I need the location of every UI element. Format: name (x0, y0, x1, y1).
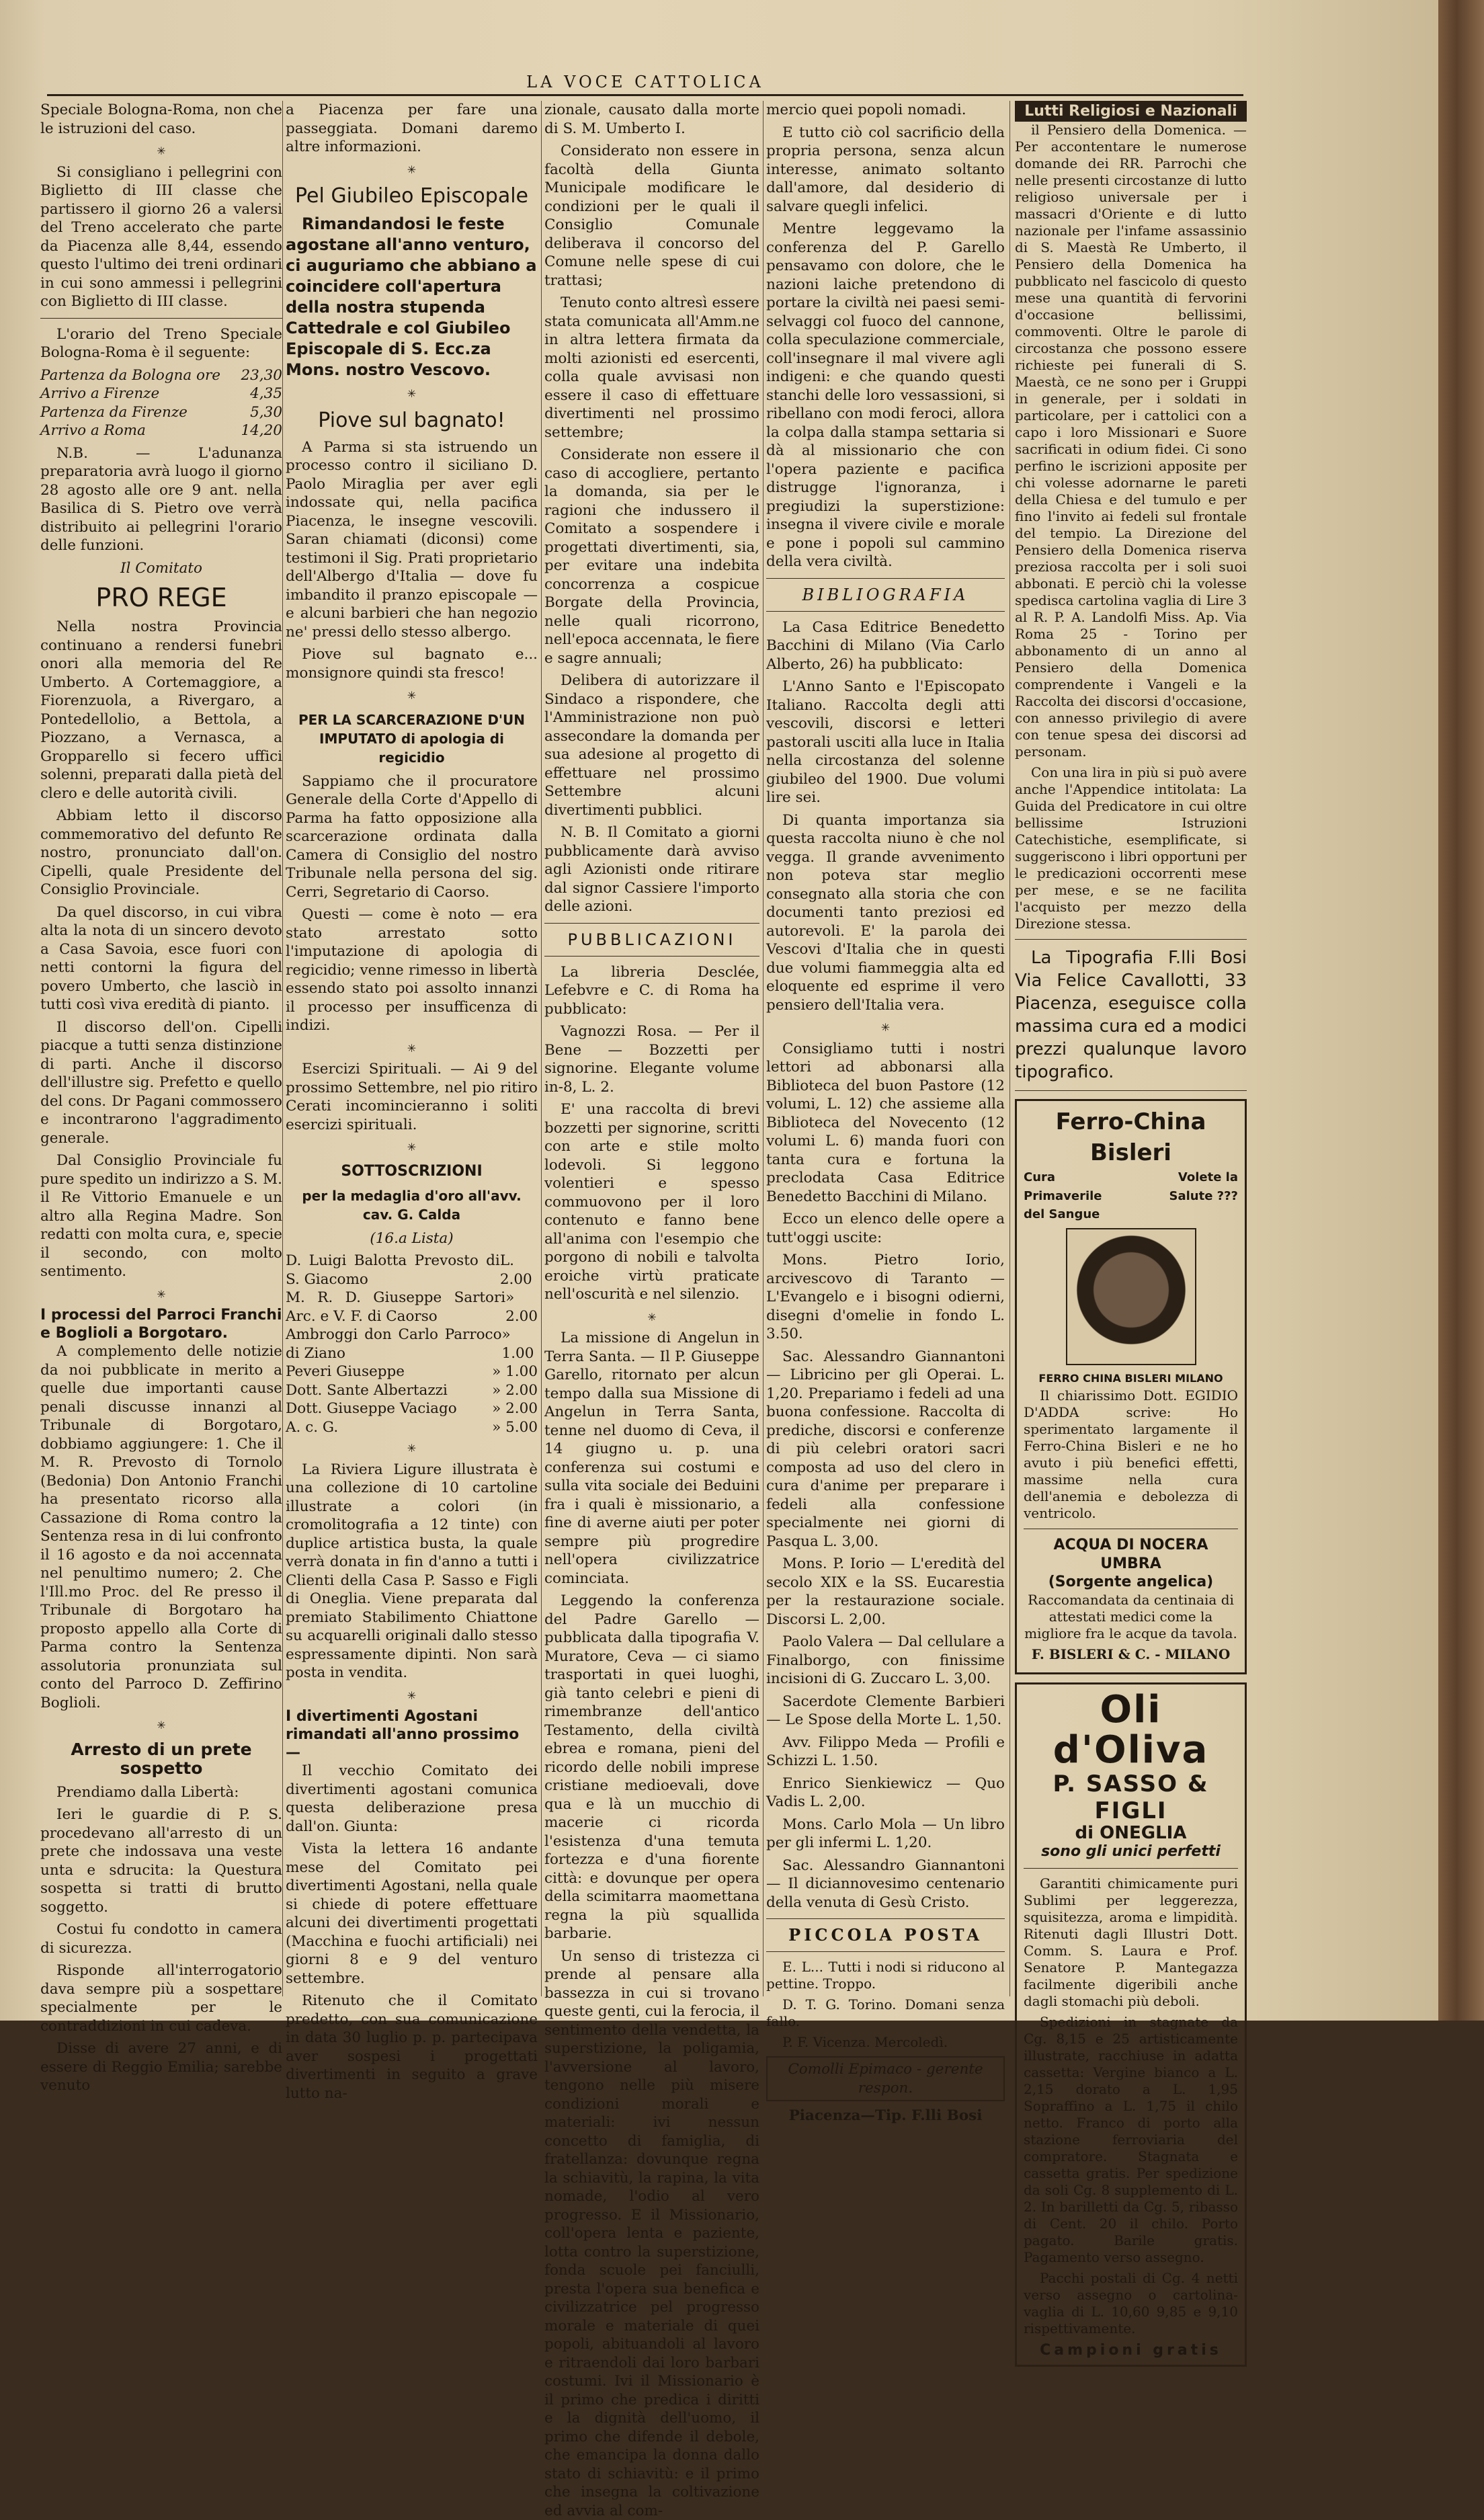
paragraph: La missione di Angelun in Terra Santa. — Il P. Giuseppe Garello, ritornato per alcun tempo dalla sua Missione di Angelun in Terra Santa, tenne nel duomo di Ceva, il 14 giugno u. p. una conferenza sui costumi e sulla vita sociale dei Beduini fra i quali è missionario, a fine di averne aiuti per poter sempre più progredire nell'opera civilizzatrice cominciata. (544, 1329, 759, 1588)
schedule-row: Partenza da Firenze 5,30 (40, 403, 282, 422)
headline-scarcerazione: PER LA SCARCERAZIONE D'UN IMPUTATO di apologia di regicidio (286, 710, 538, 767)
headline-processi: I processi del Parroci Franchi e Boglioli a Borgotaro. (40, 1306, 282, 1342)
headline-sottoscrizioni: SOTTOSCRIZIONI (286, 1162, 538, 1181)
paragraph: Dal Consiglio Provinciale fu pure spedito un indirizzo a S. M. il Re Vittorio Emanuele e un altro alla Regina Madre. Son redatti con molta cura, e, specie il secondo, con molto sentimento. (40, 1151, 282, 1281)
column-divider (541, 101, 542, 1996)
posta-entry: D. T. G. Torino. Domani senza fallo. (766, 1996, 1005, 2030)
paragraph: Il vecchio Comitato dei divertimenti agostani comunica questa deliberazione presa dall'on. Giunta: (286, 1762, 538, 1836)
posta-entry: P. F. Vicenza. Mercoledì. (766, 2034, 1005, 2051)
paragraph: Prendiamo dalla Libertà: (40, 1783, 282, 1802)
article-continuation: a Piacenza per fare una passeggiata. Domani daremo altre informazioni. (286, 101, 538, 157)
separator-ornament: ✳ (544, 1308, 759, 1327)
paragraph: Costui fu condotto in camera di sicurezza. (40, 1920, 282, 1957)
rule (766, 611, 1005, 612)
donor-row: Ambroggi don Carlo Parroco di Ziano » 1.00 (286, 1326, 538, 1363)
oli-paragraph: Garantiti chimicamente puri Sublimi per leggerezza, squisitezza, aroma e limpidità. Ritenuti dagli Illustri Dott. Comm. S. Laura e Prof. Senatore P. Mantegazza facilmente digeribili anche dagli stomachi più deboli. (1024, 1875, 1238, 2010)
paragraph: Tenuto conto altresì essere stata comunicata all'Amm.ne in altra lettera firmata da molti azionisti ed esercenti, colla quale avvisasi non essere il caso di effettuare divertimenti nel prossimo settembre; (544, 294, 759, 442)
paragraph: Esercizi Spirituali. — Ai 9 del prossimo Settembre, nel pio ritiro Cerati incomincieranno i soliti esercizi spirituali. (286, 1060, 538, 1134)
paragraph: N. B. Il Comitato a giorni pubblicamente darà avviso agli Azionisti onde ritirare dal signor Cassiere l'importo delle azioni. (544, 823, 759, 916)
subheadline-medaglia: per la medaglia d'oro all'avv. cav. G. Calda (286, 1186, 538, 1224)
oli-tagline: sono gli unici perfetti (1024, 1842, 1238, 1861)
paragraph: E' una raccolta di brevi bozzetti per signorine, scritti con arte e stile molto lodevoli. Si leggono volentieri e spesso commuovono per il loro contenuto e fanno bene all'anima con l'esempio che porgono di nobili e talvolta eroiche virtù praticate nell'oscurità e nel silenzio. (544, 1100, 759, 1304)
column-4 (766, 101, 1005, 2023)
rule (766, 1918, 1005, 1919)
nocera-signature: F. BISLERI & C. - MILANO (1024, 1646, 1238, 1663)
tipografia-ad: La Tipografia F.lli Bosi Via Felice Cavallotti, 33 Piacenza, eseguisce colla massima cura ed a modici prezzi qualunque lavoro tipografico. (1015, 946, 1247, 1084)
bisleri-testimonial: Il chiarissimo Dott. EGIDIO D'ADDA scrive: Ho sperimentato largamente il Ferro-China Bisleri e ne ho avuto i più benefici effetti, massime nella cura dell'anemia e debolezza di ventricolo. (1024, 1387, 1238, 1522)
headline-divertimenti: I divertimenti Agostani rimandati all'anno prossimo — (286, 1707, 538, 1762)
list-number: (16.a Lista) (286, 1229, 538, 1248)
separator-ornament: ✳ (286, 1138, 538, 1157)
paragraph: Piove sul bagnato e... monsignore quindi sta fresco! (286, 645, 538, 682)
oli-brand: P. SASSO & FIGLI (1024, 1771, 1238, 1824)
article-continuation: mercio quei popoli nomadi. (766, 101, 1005, 120)
headline-piccola-posta: PICCOLA POSTA (766, 1926, 1005, 1945)
paragraph: E tutto ciò col sacrificio della propria persona, senza alcun interesse, animato soltanto dall'amore, dal desiderio di salvare quegli infelici. (766, 124, 1005, 216)
oli-campioni: Campioni gratis (1024, 2341, 1238, 2360)
printer-line: Piacenza—Tip. F.lli Bosi (766, 2107, 1005, 2125)
paragraph: A Parma si sta istruendo un processo contro il siciliano D. Paolo Miraglia per aver egli indossate qui, nella pacifica Piacenza, le insegne vescovili. Saran chiamati (diconsi) come testimoni il Sig. Prati proprietario dell'Albergo d'Italia — dove fu imbandito il pranzo episcopale — e alcuni barbieri che han negozio ne' pressi dello stesso albergo. (286, 438, 538, 642)
separator-ornament: ✳ (286, 384, 538, 403)
book-entry: Sac. Alessandro Giannantoni — Il diciannovesimo centenario della venuta di Gesù Cristo. (766, 1857, 1005, 1912)
headline-giubileo: Pel Giubileo Episcopale (286, 184, 538, 208)
paragraph: La Casa Editrice Benedetto Bacchini di Milano (Via Carlo Alberto, 26) ha pubblicato: (766, 618, 1005, 674)
book-entry: Mons. Pietro Iorio, arcivescovo di Taranto — L'Evangelo e i bisogni odierni, disegni d'omelie in fondo L. 3.50. (766, 1251, 1005, 1344)
paragraph: N.B. — L'adunanza preparatoria avrà luogo il giorno 28 agosto alle ore 9 ant. nella Basilica di S. Pietro ove verrà distribuito ai pellegrini l'orario delle funzioni. (40, 444, 282, 555)
paragraph: Consigliamo tutti i nostri lettori ad abbonarsi alla Biblioteca del buon Pastore (12 volumi, L. 12) che assieme alla Biblioteca del Novecento (12 volumi L. 6) manda fuori con tanta cura e fortuna la preclodata Casa Editrice Benedetto Bacchini di Milano. (766, 1040, 1005, 1207)
bisleri-tagline-left: Cura Primaverile del Sangue (1024, 1168, 1120, 1224)
paragraph: Questi — come è noto — era stato arrestato sotto l'imputazione di apologia di regicidio; venne rimesso in libertà essendo stato poi assolto innanzi il processo per insufficenza di indizi. (286, 905, 538, 1035)
donor-row: Peveri Giuseppe » 1.00 (286, 1363, 538, 1381)
paragraph: Abbiam letto il discorso commemorativo del defunto Re nostro, pronunciato dall'on. Cipelli, quale Presidente del Consiglio Provinciale. (40, 807, 282, 899)
bisleri-advertisement (1015, 1099, 1247, 1674)
bisleri-tagline-right: Volete la Salute ??? (1131, 1168, 1239, 1224)
paragraph: Vagnozzi Rosa. — Per il Bene — Bozzetti per signorine. Elegante volume in-8, L. 2. (544, 1022, 759, 1096)
rule (544, 956, 759, 957)
separator-ornament: ✳ (766, 1018, 1005, 1037)
schedule-row: Arrivo a Firenze 4,35 (40, 384, 282, 403)
paragraph: Di quanta importanza sia questa raccolta niuno è che nol vegga. Il grande avvenimento non poteva star meglio consegnato alla storia che con documenti tanto preziosi ed autorevoli. E' la parola dei Vescovi d'Italia che in questi due volumi fiammeggia alta ed eloquente ed esprime il vero pensiero dell'Italia vera. (766, 811, 1005, 1015)
separator-ornament: ✳ (286, 1686, 538, 1705)
rule (40, 318, 282, 319)
paragraph: Ritenuto che il Comitato predetto, con sua comunicazione in data 30 luglio p. p. partecipava aver sospesi i progettati divertimenti in seguito a grave lutto na- (286, 1992, 538, 2103)
signature: Il Comitato (40, 559, 282, 578)
schedule-row: Arrivo a Roma 14,20 (40, 421, 282, 440)
paragraph: L'orario del Treno Speciale Bologna-Roma è il seguente: (40, 325, 282, 362)
headline-lutti: Lutti Religiosi e Nazionali (1015, 101, 1247, 122)
book-entry: Paolo Valera — Dal cellulare a Finalborgo, con finissime incisioni di G. Zuccaro L. 3,00. (766, 1633, 1005, 1689)
paragraph: Il discorso dell'on. Cipelli piacque a tutti senza distinzione di parti. Anche il discorso dell'illustre sig. Prefetto e quello del cons. Dr Pagani commossero e incontrarono l'aggradimento generale. (40, 1018, 282, 1148)
separator-ornament: ✳ (286, 161, 538, 179)
oli-paragraph: Pacchi postali di Cg. 4 netti verso assegno o cartolina-vaglia di L. 10,60 9,85 e 9,10 rispettivamente. (1024, 2270, 1238, 2337)
paragraph: Disse di avere 27 anni, e di essere di Reggio Emilia; sarebbe venuto (40, 2039, 282, 2095)
paragraph: Ecco un elenco delle opere a tutt'oggi uscite: (766, 1210, 1005, 1247)
separator-ornament: ✳ (286, 1039, 538, 1058)
train-schedule (40, 366, 282, 440)
donor-row: A. c. G. » 5.00 (286, 1418, 538, 1437)
rule (1024, 1868, 1238, 1869)
rule (1015, 939, 1247, 940)
sasso-oil-advertisement (1015, 1682, 1247, 2367)
paragraph: Vista la lettera 16 andante mese del Comitato pei divertimenti Agostani, nella quale si chiede di potere effettuare alcuni dei divertimenti progettati (Macchina e fuochi artificiali) nei giorni 8 e 9 del venturo settembre. (286, 1840, 538, 1988)
schedule-row: Partenza da Bologna ore 23,30 (40, 366, 282, 385)
bisleri-taglines (1024, 1168, 1238, 1224)
paragraph: Si consigliano i pellegrini con Biglietto di III classe che partissero il giorno 26 a valersi del Treno accelerato che parte da Piacenza alle 8,44, essendo questo l'ultimo dei treni ordinari in cui sono ammessi i pellegrini con Biglietto di III classe. (40, 163, 282, 311)
bisleri-title: Ferro-China Bisleri (1024, 1106, 1238, 1168)
column-divider (1009, 101, 1010, 1996)
gerente-note: Comolli Epimaco - gerente respon. (766, 2056, 1005, 2101)
column-divider (282, 101, 283, 1996)
book-binding (1438, 0, 1484, 2021)
masthead: LA VOCE CATTOLICA (47, 73, 1243, 90)
separator-ornament: ✳ (40, 1285, 282, 1304)
masthead-rule (47, 94, 1243, 96)
nocera-subtitle: (Sorgente angelica) (1024, 1573, 1238, 1592)
paragraph: Considerato non essere in facoltà della Giunta Municipale modificare le condizioni per le quali il Consiglio Comunale deliberava il concorso del Comune nelle spese di cui trattasi; (544, 142, 759, 290)
paragraph: Con una lira in più si può avere anche l'Appendice intitolata: La Guida del Predicatore in cui oltre bellissime Istruzioni Catechistiche, esemplificate, si suggeriscono i libri opportuni per le predicazioni occorrenti mese per mese, e se ne facilita l'acquisto per mezzo della Direzione stessa. (1015, 764, 1247, 932)
donor-row: Dott. Sante Albertazzi » 2.00 (286, 1381, 538, 1400)
rule (766, 578, 1005, 579)
column-1 (40, 101, 282, 2023)
rule (1015, 1090, 1247, 1091)
paragraph: Sappiamo che il procuratore Generale della Corte d'Appello di Parma ha fatto opposizione alla scarcerazione ordinata dalla Camera di Consiglio del nostro Tribunale nella persona del sig. Cerri, Segretario di Caorso. (286, 772, 538, 902)
donor-row: D. Luigi Balotta Prevosto di S. Giacomo L. 2.00 (286, 1252, 538, 1289)
rule (544, 923, 759, 924)
bisleri-bottle-label: FERRO CHINA BISLERI MILANO (1024, 1369, 1238, 1388)
headline-arresto: Arresto di un prete sospetto (40, 1740, 282, 1778)
nocera-title: ACQUA DI NOCERA UMBRA (1024, 1536, 1238, 1573)
lion-figure-icon (1066, 1228, 1196, 1365)
column-divider (763, 101, 764, 1996)
rule (766, 1951, 1005, 1952)
article-continuation: zionale, causato dalla morte di S. M. Umberto I. (544, 101, 759, 138)
oli-paragraph: Spedizioni in stagnate da Cg. 8,15 e 25 artisticamente illustrate, racchiuse in adatta cassetta: Vergine bianco a L. 2,15 dorato a L. 1,95 Sopraffino a L. 1,75 il chilo netto. Franco di porto alla stazione ferroviaria del compratore. Stagnata e cassetta gratis. Per spedizione da soli Cg. 8 supplemento di L. 2. In barilletti da Cg. 5, ribasso di Cent. 20 il chilo. Porto pagato. Barile gratis. Pagamento verso assegno. (1024, 2014, 1238, 2266)
headline-pubblicazioni: PUBBLICAZIONI (544, 930, 759, 949)
donor-row: M. R. D. Giuseppe Sartori Arc. e V. F. di Caorso » 2.00 (286, 1289, 538, 1326)
paragraph: Nella nostra Provincia continuano a rendersi funebri onori alla memoria del Re Umberto. A Cortemaggiore, a Fiorenzuola, a Rivergaro, a Pontedellolio, a Bettola, a Piozzano, a Vernasca, a Gropparello si fecero uffici solenni, preparati dalla pietà del clero e delle autorità civili. (40, 618, 282, 803)
donor-row: Dott. Giuseppe Vaciago » 2.00 (286, 1399, 538, 1418)
paragraph: Ieri le guardie di P. S. procedevano all'arresto di un prete che indossava una veste unta e sdrucita: la Questura sospetta si tratti di brutto soggetto. (40, 1805, 282, 1916)
paragraph: La libreria Desclée, Lefebvre e C. di Roma ha pubblicato: (544, 963, 759, 1019)
book-entry: Mons. P. Iorio — L'eredità del secolo XIX e la SS. Eucarestia per la restaurazione sociale. Discorsi L. 2,00. (766, 1555, 1005, 1629)
paragraph: Leggendo la conferenza del Padre Garello — pubblicata dalla tipografia V. Muratore, Ceva — ci siamo trasportati in quei luoghi, già tanto celebri e pieni di rimembranze dell'antico Testamento, della civiltà ebrea e romana, pieni del ricordo delle nobili imprese cristiane medioevali, dove qua e là un mucchio di macerie ci ricorda l'esistenza d'una temuta fortezza e d'una fiorente città: e dovunque per opera della scimitarra maomettana regna la più squallida barbarie. (544, 1592, 759, 1943)
headline-piove: Piove sul bagnato! (286, 409, 538, 433)
paragraph: A complemento delle notizie da noi pubblicate in merito a quelle due importanti cause penali discusse innanzi al Tribunale di Borgotaro, dobbiamo aggiungere: 1. Che il M. R. Prevosto di Tornolo (Bedonia) Don Antonio Franchi ha presentato ricorso alla Cassazione di Roma contro la Sentenza resa in di lui confronto il 16 agosto e da noi accennata nel penultimo numero; 2. Che l'Ill.mo Proc. del Re presso il Tribunale di Borgotaro ha proposto appello alla Corte di Parma contro la Sentenza assolutoria pronunziata sul conto del Parroco D. Zeffirino Boglioli. (40, 1342, 282, 1712)
oli-city: di ONEGLIA (1024, 1824, 1238, 1843)
separator-ornament: ✳ (286, 1439, 538, 1458)
separator-ornament: ✳ (40, 1716, 282, 1735)
headline-bibliografia: BIBLIOGRAFIA (766, 585, 1005, 604)
book-entry: Sac. Alessandro Giannantoni — Libricino per gli Operai. L. 1,20. Prepariamo i fedeli ad una buona confessione. Raccolta di prediche, discorsi e conferenze di più celebri oratori sacri composta ad uso del clero in cura d'anime per preparare i fedeli alla confessione specialmente nei giorni di Pasqua L. 3,00. (766, 1348, 1005, 1551)
book-entry: Avv. Filippo Meda — Profili e Schizzi L. 1.50. (766, 1734, 1005, 1771)
paragraph: Risponde all'interrogatorio dava sempre più a sospettare specialmente per le contraddizioni in cui cadeva. (40, 1961, 282, 2035)
column-5 (1015, 101, 1247, 2023)
donor-list (286, 1252, 538, 1436)
column-3 (544, 101, 759, 2023)
headline-pro-rege: PRO REGE (40, 583, 282, 612)
paragraph: Un senso di tristezza ci prende al pensare alla bassezza in cui si trovano queste genti, cui la ferocia, il sentimento della vendetta, la superstizione, la poligamia, l'avversione al lavoro, tengono nelle più misere condizioni morali e materiali: ivi nessun concetto di famiglia, di fratellanza: dovunque regna la schiavitù, la rapina, la vita nomade, l'odio al vero progresso. E il Missionario, coll'opera lenta e paziente, lotta contro la superstizione, fonda scuole pei fanciulli, presta l'opera sua benefica e civilizzatrice pel progresso morale e materiale di quei popoli, abituandoli al lavoro e ritraendoli dai loro barbari costumi. Ivi il Missionario è il primo che predica i diritti e la dignità dell'uomo, il primo che difende il debole, che emancipa la donna dallo stato di schiavitù: e il primo che insegna la coltivazione ed avvia al com- (544, 1947, 759, 2520)
paragraph: La Riviera Ligure illustrata è una collezione di 10 cartoline illustrate a colori (in cromolitografia a 12 tinte) con duplice artistica busta, la quale verrà donata in fin d'anno a tutti i Clienti della Casa P. Sasso e Figli di Oneglia. Viene preparata dal premiato Stabilimento Chiattone su acquarelli originali dallo stesso espressamente dipinti. Non sarà posta in vendita. (286, 1461, 538, 1682)
book-entry: Sacerdote Clemente Barbieri — Le Spose della Morte L. 1,50. (766, 1693, 1005, 1730)
posta-entry: E. L... Tutti i nodi si riducono al pettine. Troppo. (766, 1959, 1005, 1992)
paragraph: Mentre leggevamo la conferenza del P. Garello pensavamo con dolore, che le nazioni laiche pretendono di portare la civiltà nei paesi semi-selvaggi col fuoco del cannone, colla speculazione commerciale, coll'insegnare il mal vivere agli indigeni: e che quando questi stanchi delle loro vessassioni, si ribellano con modi feroci, allora la colpa dalla stampa settaria si dà al missionario che con l'opera paziente e pacifica distrugge l'ignoranza, i pregiudizi la superstizione: insegna il vivere civile e morale e pone i popoli sul cammino della vera civiltà. (766, 220, 1005, 571)
book-entry: Enrico Sienkiewicz — Quo Vadis L. 2,00. (766, 1775, 1005, 1812)
paragraph: Delibera di autorizzare il Sindaco a rispondere, che l'Amministrazione non può assecondare la domanda per sua adesione al progetto di effettuare nel prossimo Settembre alcuni divertimenti pubblici. (544, 672, 759, 819)
book-entry: Mons. Carlo Mola — Un libro per gli infermi L. 1,20. (766, 1816, 1005, 1853)
column-2 (286, 101, 538, 2023)
paragraph: il Pensiero della Domenica. — Per accontentare le numerose domande dei RR. Parrochi che nelle presenti circostanze di lutto religioso universale per i massacri d'Oriente e di lutto nazionale per l'infame assassinio di S. Maestà Re Umberto, il Pensiero della Domenica ha pubblicato nel fascicolo di questo mese una quantità di fervorini d'occasione bellissimi, commoventi. Oltre le parole di circostanza che possono essere richieste pei funerali di S. Maestà, ce ne sono per i Gruppi in generale, per i soldati in particolare, per i cattolici con a capo i loro Missionari e Suore sacrificati in odium fidei. Ci sono perfino le iscrizioni apposite per chi volesse adornarne le pareti della Chiesa e del tumulo e per fino l'invito ai fedeli sul frontale del tempio. La Direzione del Pensiero della Domenica riserva preziosa raccolta per i soli suoi abbonati. E perciò chi la volesse spedisca cartolina vaglia di Lire 3 al R. P. A. Landolfi Miss. Ap. Via Roma 25 - Torino per abbonamento di un anno al Pensiero della Domenica comprendente i Vangeli e la Raccolta dei discorsi d'occasione, con annesso privilegio di avere con tenue spesa dei discorsi ad personam. (1015, 122, 1247, 760)
separator-ornament: ✳ (286, 686, 538, 705)
article-continuation: Speciale Bologna-Roma, non che le istruzioni del caso. (40, 101, 282, 138)
nocera-text: Raccomandata da centinaia di attestati medici come la migliore fra le acque da tavola. (1024, 1592, 1238, 1642)
paragraph: Considerate non essere il caso di accogliere, pertanto la domanda, sia per le ragioni che indussero il Comitato a sospendere i progettati divertimenti, sia, per evitare una indebita concorrenza a cospicue Borgate della Provincia, nelle quali ricorrono, nell'epoca accennata, le fiere e sagre annuali; (544, 446, 759, 667)
oli-title: Oli d'Oliva (1024, 1690, 1238, 1771)
paragraph: L'Anno Santo e l'Episcopato Italiano. Raccolta degli atti vescovili, discorsi e letteri pastorali usciti alla luce in Italia nella circostanza del solenne giubileo del 1900. Due volumi lire sei. (766, 678, 1005, 807)
paragraph: Da quel discorso, in cui vibra alta la nota di un sincero devoto a Casa Savoia, esce fuori con netti contorni la figura del povero Umberto, che lasciò in tutti così viva eredità di pianto. (40, 903, 282, 1014)
separator-ornament: ✳ (40, 142, 282, 161)
paragraph-bold: Rimandandosi le feste agostane all'anno venturo, ci auguriamo che abbiano a coincidere coll'apertura della nostra stupenda Cattedrale e col Giubileo Episcopale di S. Ecc.za Mons. nostro Vescovo. (286, 214, 538, 380)
